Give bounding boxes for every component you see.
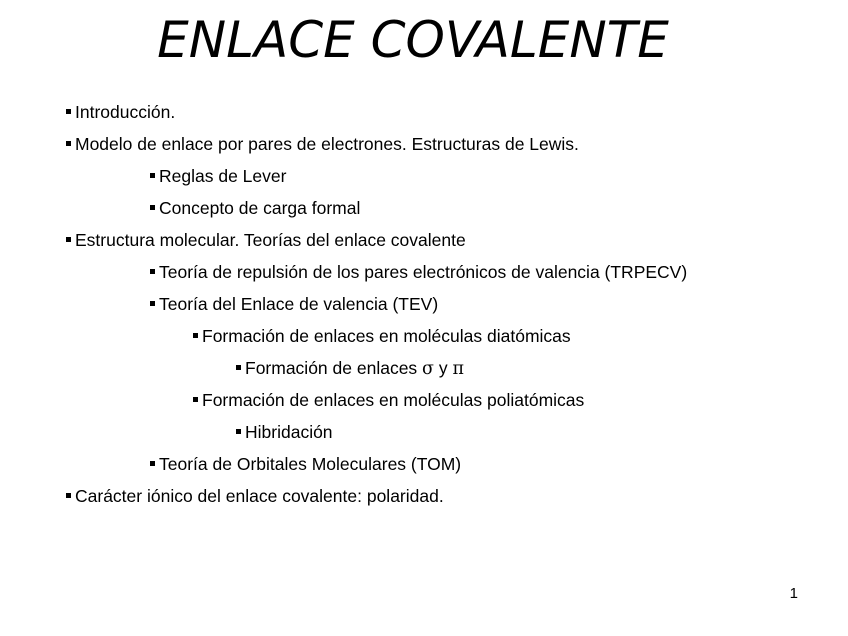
outline-item-reglas-lever	[0, 160, 848, 192]
square-bullet-icon	[150, 269, 155, 274]
outline-item-introduccion	[0, 96, 848, 128]
square-bullet-icon	[66, 141, 71, 146]
outline-item-text: Modelo de enlace por pares de electrones. Estructuras de Lewis.	[75, 134, 579, 154]
outline-item-text: Reglas de Lever	[159, 166, 287, 186]
outline-item-text: Teoría de repulsión de los pares electrónicos de valencia (TRPECV)	[159, 262, 688, 282]
outline-item-conjunction: y	[434, 358, 453, 378]
sigma-symbol: σ	[422, 359, 434, 379]
outline-item-text: Formación de enlaces en moléculas diatómicas	[202, 326, 571, 346]
outline-item-tev	[0, 288, 848, 320]
square-bullet-icon	[150, 205, 155, 210]
outline-item-trpecv	[0, 256, 848, 288]
outline-item-text: Teoría del Enlace de valencia (TEV)	[159, 294, 439, 314]
square-bullet-icon	[150, 173, 155, 178]
outline-item-text: Teoría de Orbitales Moleculares (TOM)	[159, 454, 462, 474]
square-bullet-icon	[150, 461, 155, 466]
square-bullet-icon	[66, 493, 71, 498]
slide-title: ENLACE COVALENTE	[157, 11, 669, 69]
outline-item-sigma-pi	[0, 352, 848, 384]
outline-item-diatomicas	[0, 320, 848, 352]
outline-list	[0, 96, 848, 512]
square-bullet-icon	[236, 365, 241, 370]
square-bullet-icon	[66, 237, 71, 242]
outline-item-text: Carácter iónico del enlace covalente: polaridad.	[75, 486, 444, 506]
outline-item-tom	[0, 448, 848, 480]
square-bullet-icon	[66, 109, 71, 114]
outline-item-text: Introducción.	[75, 102, 176, 122]
outline-item-modelo-lewis	[0, 128, 848, 160]
square-bullet-icon	[193, 397, 198, 402]
outline-item-text: Formación de enlaces en moléculas poliatómicas	[202, 390, 585, 410]
outline-item-caracter-ionico	[0, 480, 848, 512]
outline-item-poliatomicas	[0, 384, 848, 416]
page-number: 1	[789, 585, 798, 602]
outline-item-carga-formal	[0, 192, 848, 224]
outline-item-text: Concepto de carga formal	[159, 198, 361, 218]
pi-symbol: π	[452, 359, 464, 379]
square-bullet-icon	[193, 333, 198, 338]
square-bullet-icon	[236, 429, 241, 434]
outline-item-estructura-molecular	[0, 224, 848, 256]
outline-item-text: Hibridación	[245, 422, 333, 442]
outline-item-text: Estructura molecular. Teorías del enlace covalente	[75, 230, 466, 250]
outline-item-hibridacion	[0, 416, 848, 448]
outline-item-text: Formación de enlaces	[245, 358, 423, 378]
square-bullet-icon	[150, 301, 155, 306]
